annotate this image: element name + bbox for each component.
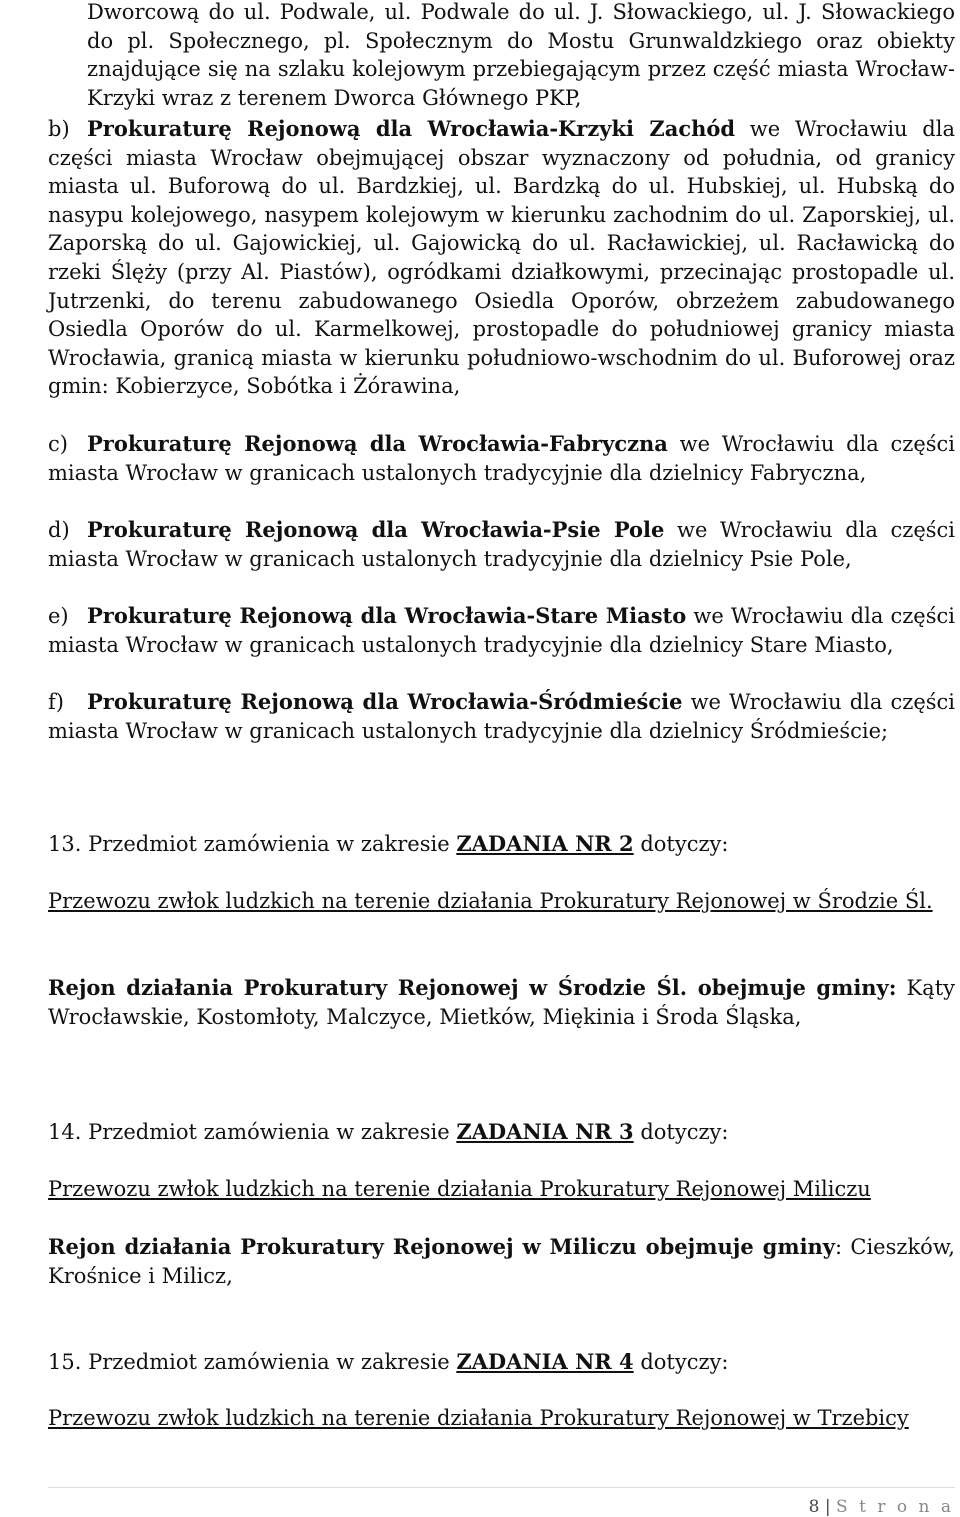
section-lead: Przedmiot zamówienia w zakresie (88, 832, 457, 856)
prosecutor-name: Prokuraturę Rejonową dla Wrocławia-Psie Pole (87, 517, 665, 542)
prosecutor-name: Prokuraturę Rejonową dla Wrocławia-Fabryczna (87, 431, 668, 456)
section-13-heading (48, 830, 955, 858)
prosecutor-name: Prokuraturę Rejonową dla Wrocławia-Stare Miasto (87, 603, 687, 628)
section-lead: Przedmiot zamówienia w zakresie (88, 1350, 457, 1374)
prosecutor-name: Prokuraturę Rejonową dla Wrocławia-Śródmieście (87, 689, 683, 714)
footer-divider (48, 1487, 955, 1488)
section-14-subject: Przewozu zwłok ludzkich na terenie działania Prokuratury Rejonowej Miliczu (48, 1177, 871, 1201)
footer-label: S t r o n a (836, 1497, 954, 1517)
list-item-text: we Wrocławiu dla części miasta Wrocław w granicach ustalonych tradycyjnie dla dzielnicy Fabryczna, (48, 432, 956, 485)
section-number: 15. (48, 1350, 82, 1374)
section-tail: dotyczy: (633, 1120, 729, 1144)
list-marker: f) (48, 690, 64, 714)
list-item-text: we Wrocławiu dla części miasta Wrocław w granicach ustalonych tradycyjnie dla dzielnicy Stare Miasto, (48, 604, 955, 657)
list-marker: b) (48, 117, 70, 141)
list-marker: e) (48, 604, 69, 628)
task-label: ZADANIA NR 2 (456, 831, 634, 856)
list-marker: c) (48, 432, 68, 456)
list-item-text: we Wrocławiu dla części miasta Wrocław obejmującej obszar wyznaczony od południa, od granicy miasta ul. Buforową do ul. Bardzkiej, ul. Bardzką do ul. Hubskiej, ul. Hubską do nasypu kolejowego, nasypem kolejowym w kierunku zachodnim do ul. Zaporskiej, ul. Zaporską do ul. Gajowickiej, ul. Gajowicką do ul. Racławickiej, ul. Racławicką do rzeki Ślęży (przy Al. Piastów), ogródkami działkowymi, przecinając prostopadle ul. Jutrzenki, do terenu zabudowanego Osiedla Oporów, obrzeżem zabudowanego Osiedla Oporów do ul. Karmelkowej, prostopadle do południowej granicy miasta Wrocławia, granicą miasta w kierunku południowo-wschodnim do ul. Buforowej oraz gmin: Kobierzyce, Sobótka i Żórawina, (48, 117, 955, 399)
task-label: ZADANIA NR 4 (456, 1349, 634, 1374)
list-marker: d) (48, 518, 70, 542)
section-13-subject: Przewozu zwłok ludzkich na terenie działania Prokuratury Rejonowej w Środzie Śl. (48, 889, 933, 913)
list-item-d (48, 516, 955, 573)
list-item-c (48, 430, 955, 487)
section-tail: dotyczy: (633, 832, 729, 856)
section-14-heading (48, 1118, 955, 1146)
section-tail: dotyczy: (633, 1350, 729, 1374)
prosecutor-name: Prokuraturę Rejonową dla Wrocławia-Krzyki Zachód (87, 116, 736, 141)
section-13-rejon (48, 974, 955, 1031)
intro-paragraph (87, 0, 955, 112)
section-15-heading (48, 1348, 955, 1376)
list-item-f (48, 688, 955, 745)
footer-separator: | (819, 1497, 837, 1517)
list-item-b (48, 115, 955, 401)
list-item-text: we Wrocławiu dla części miasta Wrocław w granicach ustalonych tradycyjnie dla dzielnicy Śródmieście; (48, 690, 955, 743)
section-number: 13. (48, 832, 82, 856)
rejon-label: Rejon działania Prokuratury Rejonowej w Miliczu obejmuje gminy (48, 1234, 836, 1259)
rejon-label: Rejon działania Prokuratury Rejonowej w Środzie Śl. obejmuje gminy: (48, 975, 897, 1000)
page-footer (809, 1497, 954, 1517)
rejon-gminy: : Cieszków, Krośnice i Milicz, (48, 1235, 955, 1288)
section-14-rejon (48, 1233, 955, 1290)
section-number: 14. (48, 1120, 82, 1144)
list-item-e (48, 602, 955, 659)
page-number: 8 (808, 1497, 820, 1517)
list-item-text: we Wrocławiu dla części miasta Wrocław w granicach ustalonych tradycyjnie dla dzielnicy Psie Pole, (48, 518, 955, 571)
task-label: ZADANIA NR 3 (456, 1119, 634, 1144)
section-15-subject: Przewozu zwłok ludzkich na terenie działania Prokuratury Rejonowej w Trzebicy (48, 1406, 909, 1430)
section-lead: Przedmiot zamówienia w zakresie (88, 1120, 457, 1144)
rejon-gminy: Kąty Wrocławskie, Kostomłoty, Malczyce, Mietków, Miękinia i Środa Śląska, (48, 976, 955, 1029)
intro-text: Dworcową do ul. Podwale, ul. Podwale do ul. J. Słowackiego, ul. J. Słowackiego do pl. Społecznego, pl. Społecznym do Mostu Grunwaldzkiego oraz obiekty znajdujące się na szlaku kolejowym przebiegającym przez część miasta Wrocław-Krzyki wraz z terenem Dworca Głównego PKP, (87, 0, 955, 110)
